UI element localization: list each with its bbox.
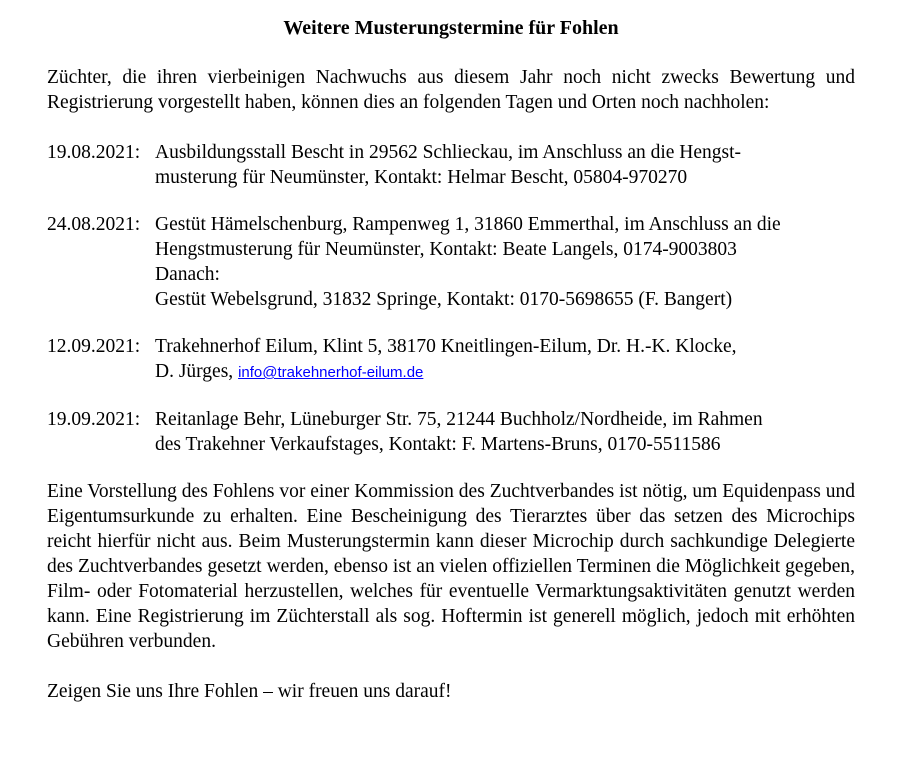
entry-line	[155, 359, 855, 385]
entry-details	[155, 212, 855, 312]
entry-text: D. Jürges,	[155, 361, 239, 382]
body-paragraph: Eine Vorstellung des Fohlens vor einer Kommission des Zuchtverbandes ist nötig, um Equidenpass und Eigentumsurkunde zu erhalten. Eine Bescheinigung des Tierarztes über das setzen des Microchips reicht hierfür nicht aus. Beim Musterungstermin kann dieser Microchip durch sachkundige Delegierte des Zuchtverbandes gesetzt werden, ebenso ist an vielen offiziellen Terminen die Möglichkeit gegeben, Film- oder Fotomaterial herzustellen, welches für eventuelle Vermarktungsaktivitäten genutzt werden kann. Eine Registrierung im Züchterstall als sog. Hoftermin ist generell möglich, jedoch mit erhöhten Gebühren verbunden.	[47, 481, 855, 652]
appointment-entry	[47, 212, 855, 312]
entry-date: 24.08.2021:	[47, 214, 141, 235]
entry-text: musterung für Neumünster, Kontakt: Helmar Bescht, 05804-970270	[155, 167, 688, 188]
closing-line: Zeigen Sie uns Ihre Fohlen – wir freuen uns darauf!	[47, 681, 452, 702]
entry-line	[155, 407, 855, 432]
entry-line	[155, 140, 855, 165]
document-title: Weitere Musterungstermine für Fohlen	[283, 17, 619, 39]
entry-line	[155, 165, 855, 190]
entry-date: 19.09.2021:	[47, 409, 141, 430]
appointment-list	[47, 140, 855, 457]
entry-date: 12.09.2021:	[47, 336, 141, 357]
appointment-entry	[47, 334, 855, 385]
entry-line	[155, 212, 855, 237]
entry-details	[155, 334, 855, 385]
entry-date: 19.08.2021:	[47, 142, 141, 163]
entry-text: des Trakehner Verkaufstages, Kontakt: F. Martens-Bruns, 0170-5511586	[155, 434, 721, 455]
entry-text: Gestüt Webelsgrund, 31832 Springe, Kontakt: 0170-5698655 (F. Bangert)	[155, 289, 733, 310]
entry-text: Hengstmusterung für Neumünster, Kontakt: Beate Langels, 0174-9003803	[155, 239, 737, 260]
entry-line	[155, 432, 855, 457]
entry-line	[155, 287, 855, 312]
entry-line	[155, 334, 855, 359]
entry-text: Gestüt Hämelschenburg, Rampenweg 1, 31860 Emmerthal, im Anschluss an die	[155, 214, 781, 235]
entry-text: Danach:	[155, 264, 220, 285]
appointment-entry	[47, 407, 855, 457]
entry-details	[155, 140, 855, 190]
entry-text: Ausbildungsstall Bescht in 29562 Schlieckau, im Anschluss an die Hengst-	[155, 142, 742, 163]
email-link[interactable]: info@trakehnerhof-eilum.de	[238, 364, 424, 381]
entry-details	[155, 407, 855, 457]
entry-line	[155, 262, 855, 287]
entry-text: Reitanlage Behr, Lüneburger Str. 75, 21244 Buchholz/Nordheide, im Rahmen	[155, 409, 763, 430]
intro-paragraph: Züchter, die ihren vierbeinigen Nachwuchs aus diesem Jahr noch nicht zwecks Bewertung und Registrierung vorgestellt haben, können dies an folgenden Tagen und Orten noch nachholen:	[47, 67, 855, 113]
appointment-entry	[47, 140, 855, 190]
entry-line	[155, 237, 855, 262]
entry-text: Trakehnerhof Eilum, Klint 5, 38170 Kneitlingen-Eilum, Dr. H.-K. Klocke,	[155, 336, 737, 357]
